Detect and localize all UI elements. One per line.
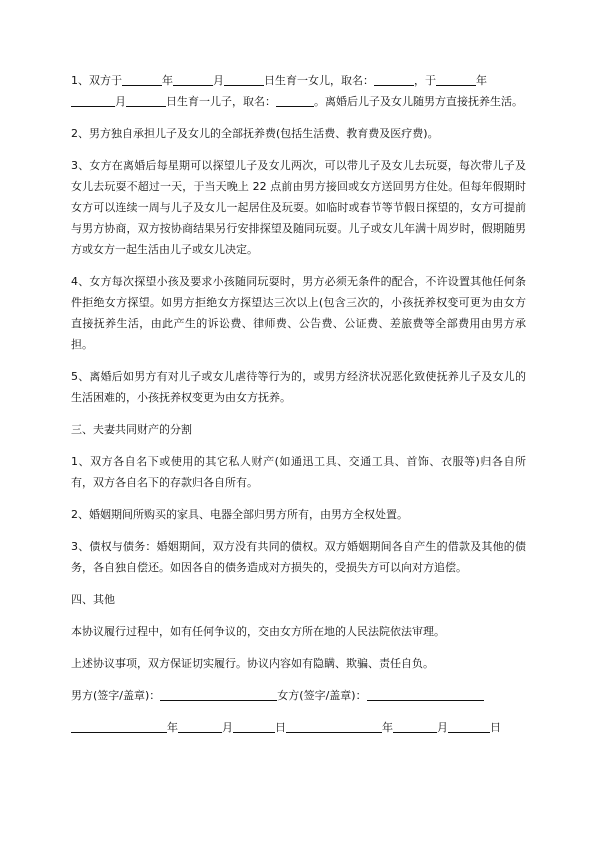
male-signature-label: 男方(签字/盖章)：	[71, 689, 161, 702]
day-field	[233, 719, 275, 733]
clause-debts: 3、债权与债务：婚姻期间，双方没有共同的债权。双方婚姻期间各自产生的借款及其他的债务，各自独自偿还。如因各自的债务造成对方损失的，受损失方可以向对方追偿。	[71, 540, 526, 574]
month-field	[393, 719, 437, 733]
agreement-body	[71, 70, 526, 738]
blank-field	[173, 72, 213, 86]
clause-text: 月	[115, 95, 126, 108]
clause-text: 年	[162, 74, 173, 87]
clause-text: ，于	[414, 74, 436, 87]
month-label: 月	[437, 721, 448, 734]
day-label: 日	[275, 721, 286, 734]
month-field	[178, 719, 222, 733]
section-heading-other: 四、其他	[71, 593, 115, 606]
clause-text: 1、双方于	[71, 74, 122, 87]
clause-furniture: 2、婚姻期间所购买的家具、电器全部归男方所有，由男方全权处置。	[71, 508, 408, 521]
male-signature-field	[160, 687, 277, 701]
clause-custody-change: 5、离婚后如男方有对儿子或女儿虐待等行为的，或男方经济状况恶化致使抚养儿子及女儿的生活困难的，小孩抚养权变更为由女方抚养。	[71, 370, 526, 404]
clause-visitation: 3、女方在离婚后每星期可以探望儿子及女儿两次，可以带儿子及女儿去玩耍，每次带儿子及女儿去玩耍不超过一天，于当天晚上 22 点前由男方接回或女方送回男方住处。但每年假期时女方可以连续一周与儿子及女儿一起居住及玩耍。如临时或春节等节假日探望的，女方可提前与男方协商，双方按协商结果另行安排探望及随同玩耍。儿子或女儿年满十周岁时，假期随男方或女方一起生活由儿子或女儿决定。	[71, 159, 526, 256]
year-label: 年	[167, 721, 178, 734]
clause-text: 月	[213, 74, 224, 87]
day-field	[448, 719, 490, 733]
clause-text: 日生育一儿子，取名：	[166, 95, 276, 108]
clause-text: 日生育一女儿，取名：	[264, 74, 374, 87]
clause-guarantee: 上述协议事项，双方保证切实履行。协议内容如有隐瞒、欺骗、责任自负。	[71, 657, 434, 670]
blank-field	[224, 72, 264, 86]
day-label: 日	[490, 721, 501, 734]
clause-text: 。离婚后儿子及女儿随男方直接抚养生活。	[314, 95, 523, 108]
blank-field	[126, 93, 166, 107]
clause-personal-property: 1、双方各自名下或使用的其它私人财产(如通迅工具、交通工具、首饰、衣服等)归各自所有，双方各自名下的存款归各自所有。	[71, 455, 526, 489]
clause-child-custody	[71, 70, 526, 112]
blank-field	[71, 93, 115, 107]
clause-support-fee: 2、男方独自承担儿子及女儿的全部抚养费(包括生活费、教育费及医疗费)。	[71, 127, 439, 140]
clause-text: 年	[476, 74, 487, 87]
female-signature-field	[367, 687, 484, 701]
signature-line	[71, 685, 526, 706]
month-label: 月	[222, 721, 233, 734]
blank-field	[436, 72, 476, 86]
year-label: 年	[382, 721, 393, 734]
year-field	[286, 719, 382, 733]
female-signature-label: 女方(签字/盖章)：	[277, 689, 367, 702]
blank-field	[374, 72, 414, 86]
blank-field	[122, 72, 162, 86]
blank-field	[276, 93, 314, 107]
date-line	[71, 717, 526, 738]
section-heading-property: 三、夫妻共同财产的分割	[71, 423, 192, 436]
year-field	[71, 719, 167, 733]
clause-dispute: 本协议履行过程中，如有任何争议的，交由女方所在地的人民法院依法审理。	[71, 625, 445, 638]
clause-visitation-cooperation: 4、女方每次探望小孩及要求小孩随同玩耍时，男方必须无条件的配合，不许设置其他任何条件拒绝女方探望。如男方拒绝女方探望达三次以上(包含三次的，小孩抚养权变可更为由女方直接抚养生活，由此产生的诉讼费、律师费、公告费、公证费、差旅费等全部费用由男方承担。	[71, 275, 526, 351]
